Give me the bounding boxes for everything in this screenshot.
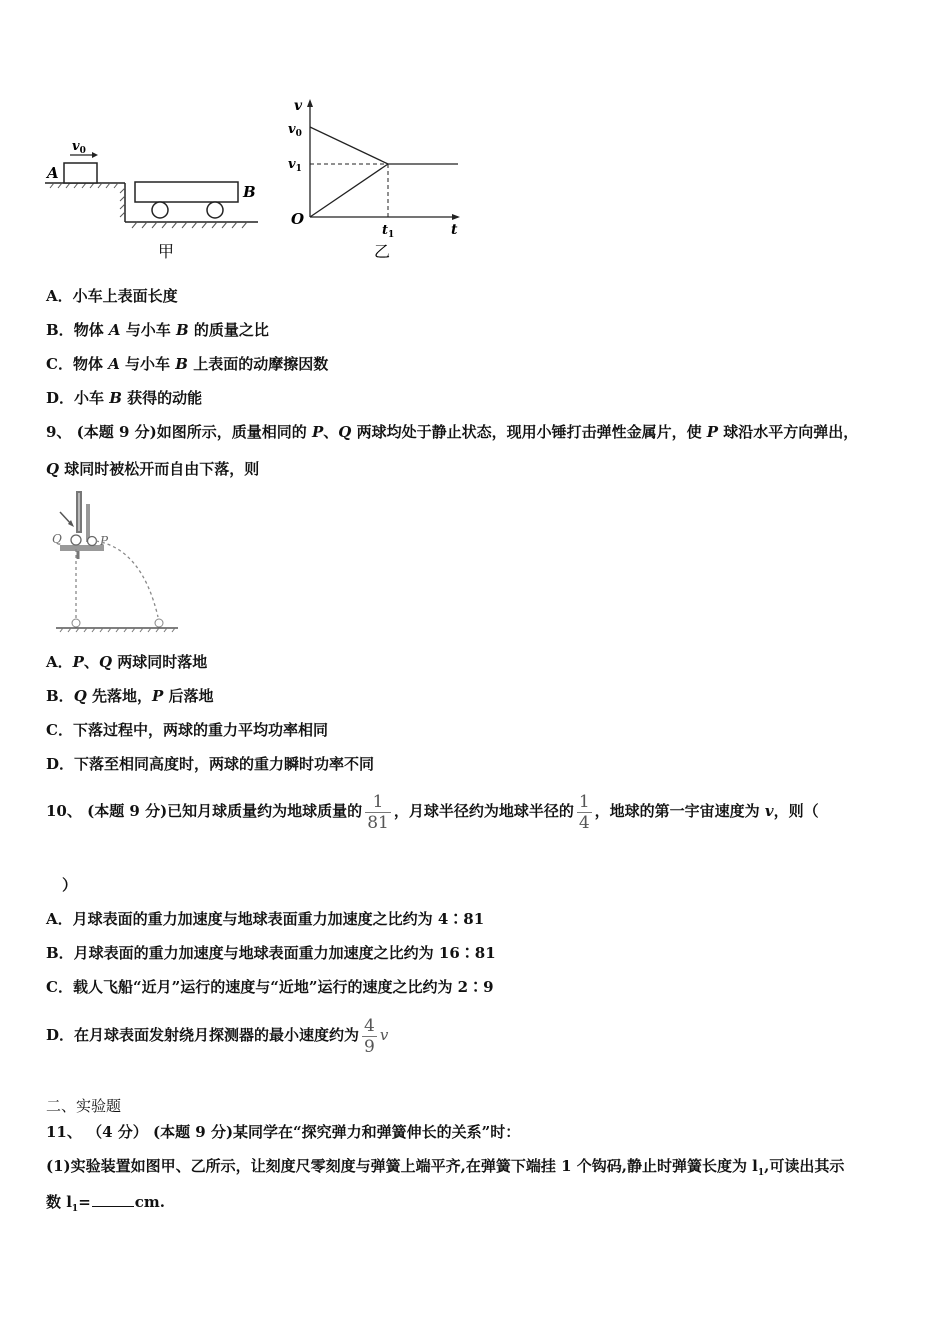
q10-stem: 10、 (本题 9 分)已知月球质量约为地球质量的 $\frac{1}{81}$ ，月球半径约为地球半径的 $\frac{1}{4}$ ，地球的第一宇宙速度为 v，则（ xyxy=(46,791,819,833)
q8-option: D．小车 B 获得的动能 xyxy=(46,389,203,407)
label-a: A xyxy=(47,164,59,182)
label-p: P xyxy=(100,534,109,548)
q9-option: D．下落至相同高度时，两球的重力瞬时功率不同 xyxy=(46,755,375,773)
q10-option: D．在月球表面发射绕月探测器的最小速度约为 $\frac{4}{9}$ v xyxy=(46,1015,389,1057)
fraction-1-81: $\frac{1}{81}$ xyxy=(367,791,389,833)
q11-stem: 11、 （4 分） (本题 9 分)某同学在“探究弹力和弹簧伸长的关系”时： xyxy=(46,1123,521,1141)
axis-t-label: t xyxy=(451,222,458,238)
q10-option: B．月球表面的重力加速度与地球表面重力加速度之比约为 16∶81 xyxy=(46,944,496,962)
ball-p xyxy=(88,537,97,546)
q10-stem-close: ） xyxy=(62,876,78,894)
cart-b xyxy=(135,182,238,202)
figure-yi xyxy=(282,95,472,265)
q9-option: B．Q 先落地，P 后落地 xyxy=(46,687,214,705)
q9-stem: 9、 (本题 9 分)如图所示，质量相同的 P、Q 两球均处于静止状态，现用小锤打击弹性金属片，使 P 球沿水平方向弹出， xyxy=(46,423,859,441)
line-a-decel xyxy=(310,127,388,164)
label-b: B xyxy=(243,183,256,201)
ball-q xyxy=(71,535,81,545)
q9-option: C．下落过程中，两球的重力平均功率相同 xyxy=(46,721,328,739)
line-b-accel xyxy=(310,164,388,217)
fraction-1-4: $\frac{1}{4}$ xyxy=(578,791,590,833)
label-q: Q xyxy=(52,532,62,546)
t1-tick-label: $t_1$ xyxy=(382,223,395,240)
q9-option: A．P、Q 两球同时落地 xyxy=(46,653,208,671)
q9-stem-cont: Q 球同时被松开而自由下落，则 xyxy=(46,460,260,478)
axis-v-label: v xyxy=(294,98,303,114)
q8-option: A．小车上表面长度 xyxy=(46,287,178,305)
origin-label: O xyxy=(291,210,305,228)
q8-option: B．物体 A 与小车 B 的质量之比 xyxy=(46,321,269,339)
cart-wheel xyxy=(152,202,168,218)
q11-part1-cont: 数 $l_1=$ cm. xyxy=(46,1193,165,1214)
q10-option: C．载人飞船“近月”运行的速度与“近地”运行的速度之比约为 2∶9 xyxy=(46,978,494,996)
answer-blank[interactable] xyxy=(92,1206,134,1207)
label-v0: $v_0$ xyxy=(72,139,86,156)
q10-option: A．月球表面的重力加速度与地球表面重力加速度之比约为 4∶81 xyxy=(46,910,485,928)
block-a xyxy=(64,163,97,183)
q11-part1: (1)实验装置如图甲、乙所示，让刻度尺零刻度与弹簧上端平齐,在弹簧下端挂 1 个钩码,静止时弹簧长度为 $l_1$,可读出其示 xyxy=(46,1157,845,1178)
cart-wheel xyxy=(207,202,223,218)
q8-option: C．物体 A 与小车 B 上表面的动摩擦因数 xyxy=(46,355,329,373)
figure-q9 xyxy=(50,487,185,637)
section-title: 二、实验题 xyxy=(46,1097,122,1115)
fraction-4-9: $\frac{4}{9}$ xyxy=(364,1015,375,1057)
figure-jia xyxy=(40,135,270,265)
v0-tick-label: $v_0$ xyxy=(288,122,302,139)
v1-tick-label: $v_1$ xyxy=(288,157,302,174)
caption-yi: 乙 xyxy=(374,242,391,261)
caption-jia: 甲 xyxy=(158,242,175,261)
